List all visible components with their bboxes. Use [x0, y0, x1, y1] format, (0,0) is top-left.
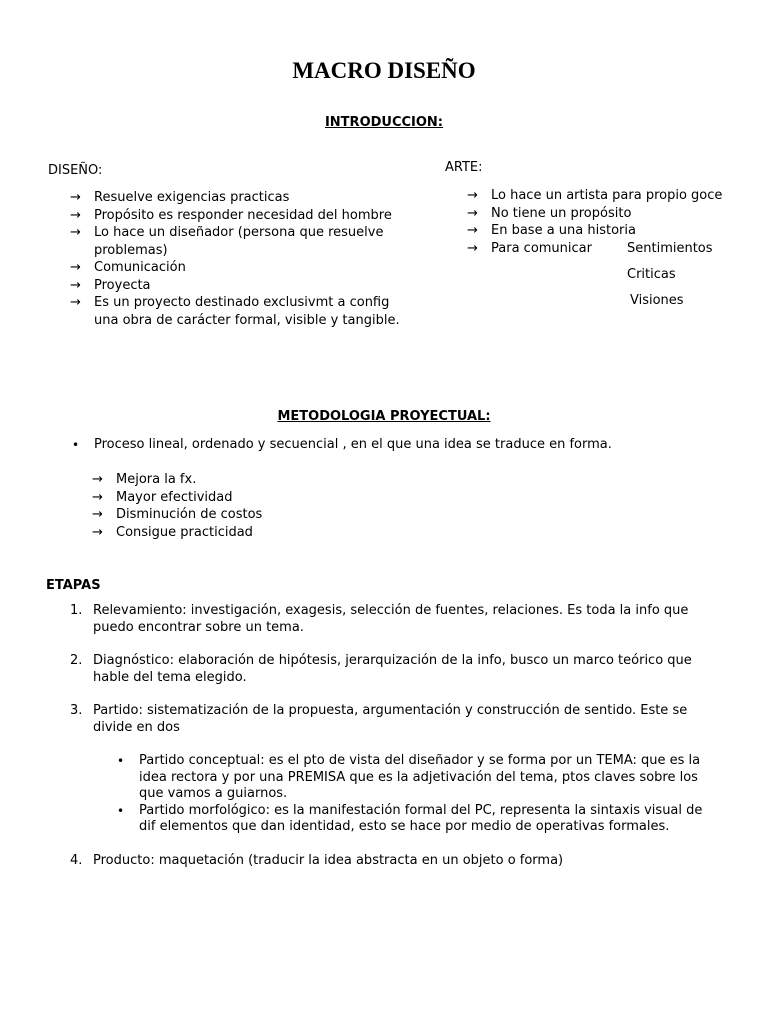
list-item: → Para comunicar [467, 240, 592, 256]
etapa-4 [70, 853, 720, 870]
arrow-icon: → [467, 223, 478, 238]
etapas-heading: ETAPAS [46, 578, 101, 593]
diseno-list [70, 189, 405, 329]
intro-heading: INTRODUCCION: [324, 115, 444, 130]
metodologia-list [92, 471, 392, 541]
list-item: → Mayor efectividad [92, 489, 233, 505]
comunicar-sentimientos: Sentimientos [627, 241, 713, 256]
list-item: → Mejora la fx. [92, 472, 197, 487]
etapa-1 [70, 603, 720, 636]
list-item: → Propósito es responder necesidad del hombre [70, 207, 392, 223]
comunicar-criticas: Criticas [627, 267, 676, 282]
bullet-icon: • [72, 438, 80, 452]
list-item: → Resuelve exigencias practicas [70, 190, 290, 205]
list-item: • Partido conceptual: es el pto de vista del diseñador y se forma por un TEMA: que es la idea rectora y por una PREMISA que es la adjetivación del tema, ptos claves sobre los que vamos a guiarnos. [117, 753, 701, 801]
metodologia-heading: METODOLOGIA PROYECTUAL: [277, 409, 491, 424]
list-item: 1. Relevamiento: investigación, exagesis, selección de fuentes, relaciones. Es toda la info que puedo encontrar sobre un tema. [70, 603, 689, 635]
arrow-icon: → [70, 260, 81, 275]
arte-label: ARTE: [445, 160, 483, 175]
page-title: MACRO DISEÑO [292, 58, 476, 83]
arrow-icon: → [92, 507, 103, 522]
list-item: → Lo hace un artista para propio goce [467, 188, 723, 203]
bullet-icon: • [117, 754, 125, 768]
arrow-icon: → [467, 188, 478, 203]
arrow-icon: → [70, 190, 81, 205]
arrow-icon: → [92, 489, 103, 505]
partido-sub-list [115, 753, 715, 836]
list-item: 4. Producto: maquetación (traducir la idea abstracta en un objeto o forma) [70, 853, 564, 868]
list-item: → Disminución de costos [92, 507, 263, 522]
arrow-icon: → [70, 207, 81, 223]
metodologia-bullet-list [70, 437, 730, 454]
arrow-icon: → [467, 205, 478, 221]
arrow-icon: → [92, 524, 103, 540]
arrow-icon: → [467, 240, 478, 256]
arrow-icon: → [92, 472, 103, 487]
comunicar-visiones: Visiones [630, 293, 684, 308]
list-item: • Proceso lineal, ordenado y secuencial , en el que una idea se traduce en forma. [72, 437, 612, 452]
list-item: → Consigue practicidad [92, 524, 253, 540]
etapa-3 [70, 703, 720, 736]
list-item: 3. Partido: sistematización de la propuesta, argumentación y construcción de sentido. Este se divide en dos [70, 703, 688, 735]
list-item: → Lo hace un diseñador (persona que resuelve problemas) [70, 225, 384, 258]
list-item: → No tiene un propósito [467, 205, 632, 221]
list-item: → En base a una historia [467, 223, 636, 238]
arrow-icon: → [70, 295, 81, 310]
list-item: 2. Diagnóstico: elaboración de hipótesis, jerarquización de la info, busco un marco teórico que hable del tema elegido. [70, 653, 692, 685]
diseno-label: DISEÑO: [48, 163, 103, 178]
etapa-2 [70, 653, 720, 686]
arrow-icon: → [70, 277, 81, 293]
bullet-icon: • [117, 803, 125, 818]
list-item: • Partido morfológico: es la manifestación formal del PC, representa la sintaxis visual de dif elementos que dan identidad, esto se hace por medio de operativas formales. [117, 802, 703, 834]
list-item: → Comunicación [70, 260, 186, 275]
list-item: → Proyecta [70, 277, 151, 293]
list-item: → Es un proyecto destinado exclusivmt a config una obra de carácter formal, visible y tangible. [70, 295, 400, 328]
arrow-icon: → [70, 225, 81, 240]
